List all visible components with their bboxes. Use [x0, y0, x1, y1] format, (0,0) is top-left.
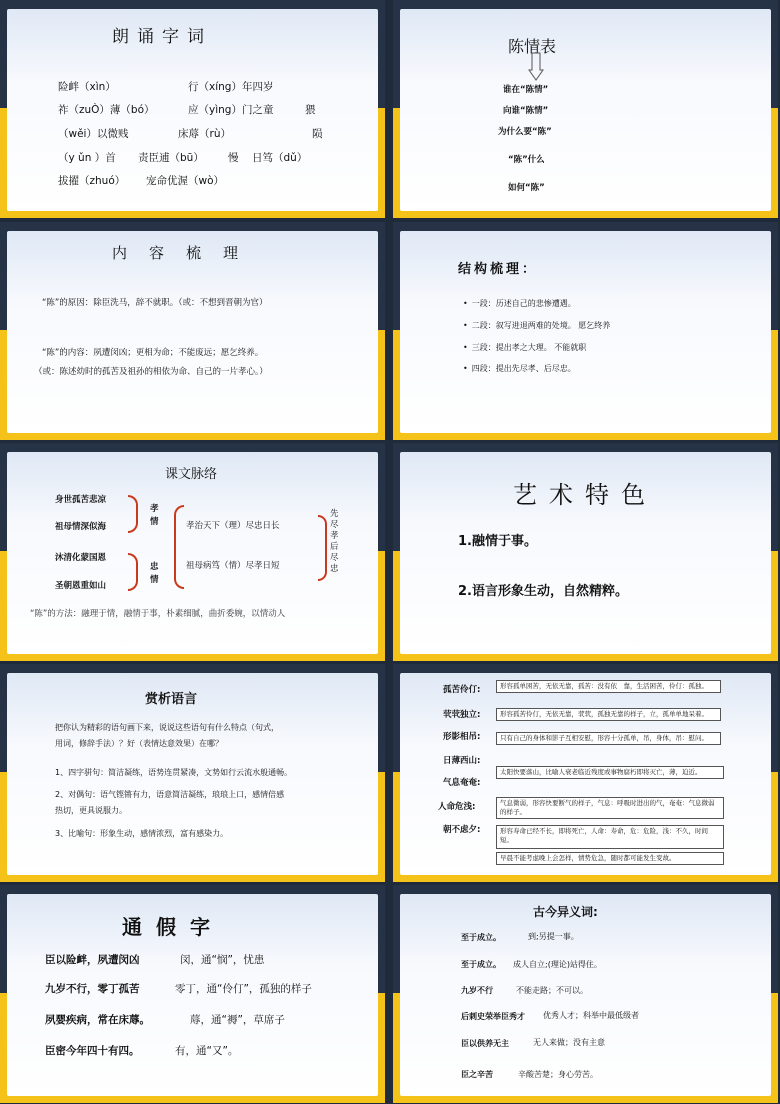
- example-note: 零丁，通“伶仃”，孤独的样子: [175, 983, 312, 995]
- text-line: 把你认为精彩的语句画下来，说说这些语句有什么特点（句式，: [55, 723, 279, 732]
- example-sentence: 至于成立。: [461, 933, 501, 942]
- idiom-definition: 气息微弱，形容快要断气的样子，气息：呼吸时进出的气，奄奄：气息微弱的样子。: [496, 797, 724, 819]
- idiom-term: 气息奄奄:: [443, 778, 481, 788]
- slide-language-analysis[interactable]: [0, 664, 385, 882]
- example-sentence: 夙婴疾病，常在床蓐。: [45, 1014, 150, 1026]
- brace-icon: [174, 505, 184, 589]
- idiom-definition: 只有自己的身体和影子互相安慰，形容十分孤单，吊，身体，吊：慰问。: [496, 732, 721, 745]
- text-line: （wěi）以微贱: [58, 128, 129, 140]
- outline-item: 孝治天下（理）尽忠日长: [186, 521, 280, 531]
- example-note: 无人来做；没有主意: [533, 1038, 605, 1047]
- text-line: 拔擢（zhuó）: [58, 175, 126, 187]
- slide-title: 结构梳理：: [458, 262, 539, 277]
- slide-title: 朗诵字词: [112, 27, 212, 47]
- idiom-term: 孤苦伶仃:: [443, 685, 481, 695]
- text-line: 应（yìng）门之童: [188, 104, 274, 116]
- outline-item: 身世孤苦悲凉: [55, 495, 107, 505]
- slide-ancient-modern-meanings[interactable]: [393, 885, 778, 1103]
- list-item: • 四段：提出先尽孝、后尽忠。: [463, 363, 576, 374]
- idiom-term: 人命危浅:: [438, 802, 476, 812]
- idiom-term: 日薄西山:: [443, 756, 481, 766]
- list-item: 向谁“陈情”: [503, 106, 549, 116]
- list-item: • 一段：历述自己的悲惨遭遇。: [463, 298, 576, 309]
- example-sentence: 至于成立。: [461, 960, 501, 969]
- example-note: 闵，通“悯”，忧患: [180, 954, 265, 966]
- feature-item: 2.语言形象生动，自然精粹。: [458, 584, 628, 599]
- text-line: “陈”的原因：除臣洗马，辞不就职。（或：不想到晋朝为官）: [42, 298, 268, 308]
- slide-artistic-features[interactable]: [393, 443, 778, 661]
- feature-item: 1.融情于事。: [458, 534, 537, 549]
- text-line: 慢: [228, 152, 239, 164]
- example-note: 优秀人才；科举中最低级者: [543, 1011, 639, 1020]
- example-sentence: 后刺史荣举臣秀才: [461, 1012, 525, 1021]
- method-text: “陈”的方法：融理于情，融情于事，朴素细腻，曲折委婉，以情动人: [30, 609, 286, 619]
- text-line: “陈”的内容：夙遭闵凶；更相为命；不能废远；愿乞终养。: [42, 348, 264, 358]
- text-line: 日笃（dǔ）: [252, 152, 308, 164]
- brace-icon: [128, 495, 138, 533]
- list-item: 为什么要“陈”: [498, 127, 552, 137]
- down-arrow-icon: [528, 52, 544, 82]
- text-line: 陨: [312, 128, 323, 140]
- idiom-definition: 形容孤苦伶仃，无依无靠，茕茕，孤独无靠的样子，立，孤单单地呆着。: [496, 708, 721, 721]
- example-sentence: 臣以供养无主: [461, 1039, 509, 1048]
- slide-title: 通假字: [122, 915, 224, 939]
- outline-item: 祖母病笃（情）尽孝日短: [186, 561, 280, 571]
- example-sentence: 臣之辛苦: [461, 1070, 493, 1079]
- idiom-definition: 形容孤单困苦，无依无靠，孤苦：没有依 靠，生活困苦，伶仃：孤独。: [496, 680, 721, 693]
- text-line: （y ǔn ）首: [58, 152, 116, 164]
- slide-recite-words[interactable]: [0, 0, 385, 218]
- slide-idioms[interactable]: [393, 664, 778, 882]
- outline-item: 沐清化蒙国恩: [55, 553, 107, 563]
- list-item: 如何“陈”: [508, 183, 545, 193]
- idiom-term: 形影相吊:: [443, 732, 481, 742]
- outline-item: 圣朝恩重如山: [55, 581, 107, 591]
- brace-icon: [128, 553, 138, 591]
- slide-title: 课文脉络: [165, 467, 218, 482]
- example-sentence: 臣密今年四十有四。: [45, 1045, 140, 1057]
- slide-panel: [400, 231, 771, 433]
- list-item: • 二段：叙写进退两难的处境。 愿乞终养: [463, 320, 610, 331]
- text-line: 3、比喻句：形象生动，感情浓烈，富有感染力。: [55, 829, 229, 838]
- text-line: 责臣逋（bū）: [138, 152, 204, 164]
- example-note: 蓐，通“褥”，草席子: [190, 1014, 285, 1026]
- example-sentence: 九岁不行，零丁孤苦: [45, 983, 140, 995]
- list-item: 谁在“陈情”: [503, 85, 549, 95]
- text-line: 1、四字骈句：简洁凝练，语势连贯紧凑，文势如行云流水般通畅。: [55, 768, 293, 777]
- text-line: 险衅（xìn）: [58, 81, 116, 93]
- slide-title: 陈情表: [508, 37, 557, 56]
- slide-tongjia-characters[interactable]: [0, 885, 385, 1103]
- idiom-term: 朝不虑夕:: [443, 825, 481, 835]
- slide-title: 内容梳理: [112, 244, 261, 262]
- slide-text-outline[interactable]: [0, 443, 385, 661]
- slide-title: 古今异义词:: [533, 905, 598, 919]
- example-note: 到;另提一事。: [528, 932, 579, 941]
- slide-structure[interactable]: [393, 222, 778, 440]
- text-line: 猥: [305, 104, 316, 116]
- example-note: 辛酸苦楚；身心劳苦。: [518, 1070, 598, 1079]
- idiom-definition: 太阳快要落山，比喻人衰老临近残度或事物腐朽即将灭亡，薄，迫近。: [496, 766, 724, 779]
- outline-item: 祖母情深似海: [55, 522, 107, 532]
- example-note: 有，通“又”。: [175, 1045, 239, 1057]
- slide-title: 赏析语言: [145, 692, 198, 707]
- text-line: 用词，修辞手法）？好（表情达意效果）在哪？: [55, 739, 223, 748]
- slide-chenqingbiao[interactable]: [393, 0, 778, 218]
- slide-panel: [400, 9, 771, 211]
- text-line: 床蓐（rù）: [178, 128, 231, 140]
- text-line: 2、对偶句：语气铿锵有力，语意简洁凝练，琅琅上口，感情倍感: [55, 790, 285, 799]
- example-note: 成人自立;(理论)站得住。: [513, 960, 602, 969]
- idiom-term: 茕茕独立:: [443, 710, 481, 720]
- text-line: （或：陈述幼时的孤苦及祖孙的相依为命、自己的一片孝心。）: [34, 367, 268, 377]
- text-line: 祚（zuÒ）薄（bó）: [58, 104, 155, 116]
- list-item: “陈”什么: [508, 155, 545, 165]
- slide-title: 艺术特色: [513, 481, 657, 509]
- idiom-definition: 早晨不能考虑晚上会怎样，情势危急，随时都可能发生变故。: [496, 852, 724, 865]
- list-item: • 三段：提出孝之大理。 不能就职: [463, 342, 586, 353]
- idiom-definition: 形容寿命已经不长，即将死亡，人命：寿命，危：危险，浅：不久，时间短。: [496, 825, 724, 849]
- brace-icon: [318, 515, 327, 581]
- example-sentence: 九岁不行: [461, 986, 493, 995]
- conclusion-label: 先尽孝后尽忠: [330, 509, 339, 574]
- text-line: 热切，更具说服力。: [55, 806, 127, 815]
- text-line: 行（xíng）年四岁: [188, 81, 274, 93]
- example-sentence: 臣以险衅，夙遭闵凶: [45, 954, 140, 966]
- slide-content-review[interactable]: [0, 222, 385, 440]
- example-note: 不能走路；不可以。: [516, 986, 588, 995]
- category-label: 孝情: [150, 504, 159, 527]
- text-line: 宠命优渥（wò）: [146, 175, 225, 187]
- category-label: 忠情: [150, 562, 159, 585]
